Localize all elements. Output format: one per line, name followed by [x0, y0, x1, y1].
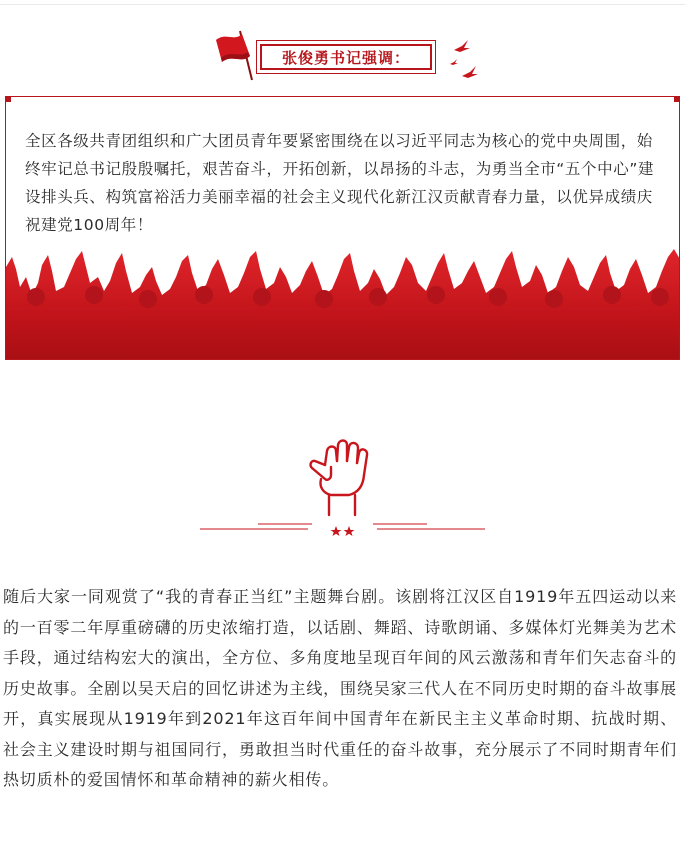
panel-corner — [674, 97, 679, 102]
article-paragraph: 随后大家一同观赏了“我的青春正当红”主题舞台剧。该剧将江汉区自1919年五四运动以来的一百零二年厚重磅礴的历史浓缩打造，以话剧、舞蹈、诗歌朗诵、多媒体灯光舞美为艺术手段，通过结构宏大的演出，全方位、多角度地呈现百年间的风云激荡和青年们矢志奋斗的历史故事。全剧以吴天启的回忆讲述为主线，围绕吴家三代人在不同历史时期的奋斗故事展开，真实展现从1919年到2021年这百年间中国青年在新民主主义革命时期、抗战时期、社会主义建设时期与祖国同行，勇敢担当时代重任的奋斗故事，充分展示了不同时期青年们热切质朴的爱国情怀和革命精神的薪火相传。 — [3, 587, 677, 789]
section-divider — [200, 516, 485, 538]
section-title: 张俊勇书记强调： — [260, 44, 432, 70]
dove-icon — [448, 36, 482, 86]
quote-text: 全区各级共青团组织和广大团员青年要紧密围绕在以习近平同志为核心的党中央周围，始终牢记总书记殷殷嘱托，艰苦奋斗，开拓创新，以昂扬的斗志，为勇当全市“五个中心”建设排头兵、构筑富裕活力美丽幸福的社会主义现代化新江汉贡献青春力量，以优异成绩庆祝建党100周年！ — [25, 132, 655, 234]
title-badge — [256, 40, 436, 74]
raised-fist-icon — [303, 435, 383, 519]
panel-corner — [6, 97, 11, 102]
star-icon — [331, 526, 355, 536]
quote-panel — [5, 96, 680, 360]
crowd-silhouette — [6, 247, 680, 359]
section-header — [212, 26, 482, 86]
top-divider — [0, 4, 685, 5]
